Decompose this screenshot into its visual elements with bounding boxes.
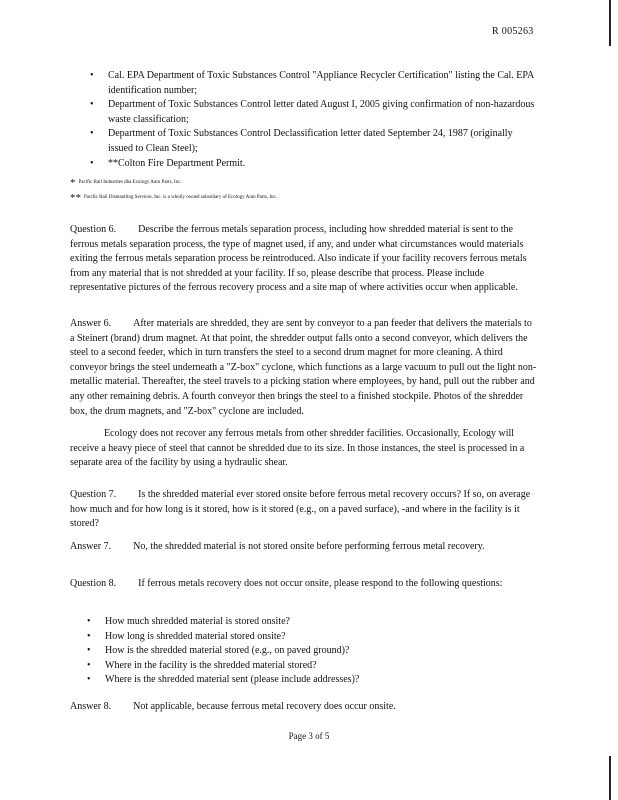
footnote-mark: ** — [70, 192, 81, 204]
answer-6-text: After materials are shredded, they are sent by conveyor to a pan feeder that delivers the materials to a Steinert (brand) drum magnet. At that point, the shredder output falls onto a second conveyor, which delivers the steel to a second feeder, which in turn transfers the steel to a second drum magnet for more cleaning. A third conveyor brings the steel underneath a "Z-box" cyclone, which functions as a large vacuum to pull out the light non-metallic material. Thereafter, the steel travels to a picking station where employees, by hand, pull out the rubber and any other remaining debris. A fourth conveyor then brings the steel to a finished stockpile. Photos of the shredder box, the drum magnets, and "Z-box" cyclone are included. — [70, 318, 537, 417]
list-item: • Cal. EPA Department of Toxic Substances Control "Appliance Recycler Certification" listing the Cal. EPA identification number; — [90, 69, 538, 98]
question-8-list — [87, 615, 538, 688]
footnote-double — [70, 192, 278, 204]
question-7-text: Is the shredded material ever stored onsite before ferrous metal recovery occurs? If so, on average how much and for how long is it stored, how is it stored (e.g., on a paved surface), -and where in the facility is it stored? — [70, 489, 531, 530]
answer-8-label: Answer 8. — [70, 701, 112, 712]
answer-7 — [70, 540, 538, 555]
list-item: • How long is shredded material stored onsite? — [87, 630, 538, 645]
list-item: • How is the shredded material stored (e.g., on paved ground)? — [87, 644, 538, 659]
list-item: • **Colton Fire Department Permit. — [90, 157, 538, 172]
question-7 — [70, 488, 538, 532]
page-edge-line-top — [609, 0, 611, 46]
question-7-label: Question 7. — [70, 489, 117, 500]
footnote-single — [70, 177, 182, 189]
question-6-text: Describe the ferrous metals separation process, including how shredded material is sent to the ferrous metals separation process, the type of magnet used, if any, and under what circumstances would materials exiting the ferrous metals separation process be reintroduced. Also indicate if your facility recovers ferrous metals from any material that is not shredded at your facility. If so, please describe that process. Please include representative pictures of the ferrous recovery process and a site map of where activities occur when applicable. — [70, 224, 527, 294]
question-8-label: Question 8. — [70, 578, 117, 589]
answer-8 — [70, 700, 538, 715]
answer-7-text: No, the shredded material is not stored onsite before performing ferrous metal recovery. — [133, 541, 485, 552]
list-item: • How much shredded material is stored onsite? — [87, 615, 538, 630]
footnote-text: Pacific Rail Industries dba Ecology Auto Parts, Inc. — [78, 180, 182, 185]
question-6 — [70, 223, 538, 296]
footnote-mark: * — [70, 177, 76, 189]
question-8 — [70, 577, 538, 592]
list-item: • Where is the shredded material sent (please include addresses)? — [87, 673, 538, 688]
page-number: Page 3 of 5 — [288, 731, 330, 741]
list-item: • Department of Toxic Substances Control letter dated August I, 2005 giving confirmation of non-hazardous waste classification; — [90, 98, 538, 127]
answer-6-text-2: Ecology does not recover any ferrous metals from other shredder facilities. Occasionally, Ecology will receive a heavy piece of steel that cannot be shredded due to its size. In those instances, the steel is processed in a separate area of the facility by using a hydraulic shear. — [70, 428, 525, 469]
answer-6-label: Answer 6. — [70, 318, 112, 329]
page-edge-line-bottom — [609, 756, 611, 800]
list-item: • Department of Toxic Substances Control Declassification letter dated September 24, 1987 (originally issued to Clean Steel); — [90, 127, 538, 156]
question-6-label: Question 6. — [70, 224, 117, 235]
attachment-list — [90, 69, 538, 171]
question-8-text: If ferrous metals recovery does not occur onsite, please respond to the following questions: — [138, 578, 503, 589]
footnote-text: Pacific Rail Dismantling Services, Inc. is a wholly owned subsidiary of Ecology Auto Parts, Inc. — [84, 195, 278, 200]
list-item: • Where in the facility is the shredded material stored? — [87, 659, 538, 674]
answer-6 — [70, 317, 538, 471]
answer-8-text: Not applicable, because ferrous metal recovery does occur onsite. — [133, 701, 396, 712]
bates-number: R 005263 — [492, 26, 534, 37]
answer-7-label: Answer 7. — [70, 541, 112, 552]
